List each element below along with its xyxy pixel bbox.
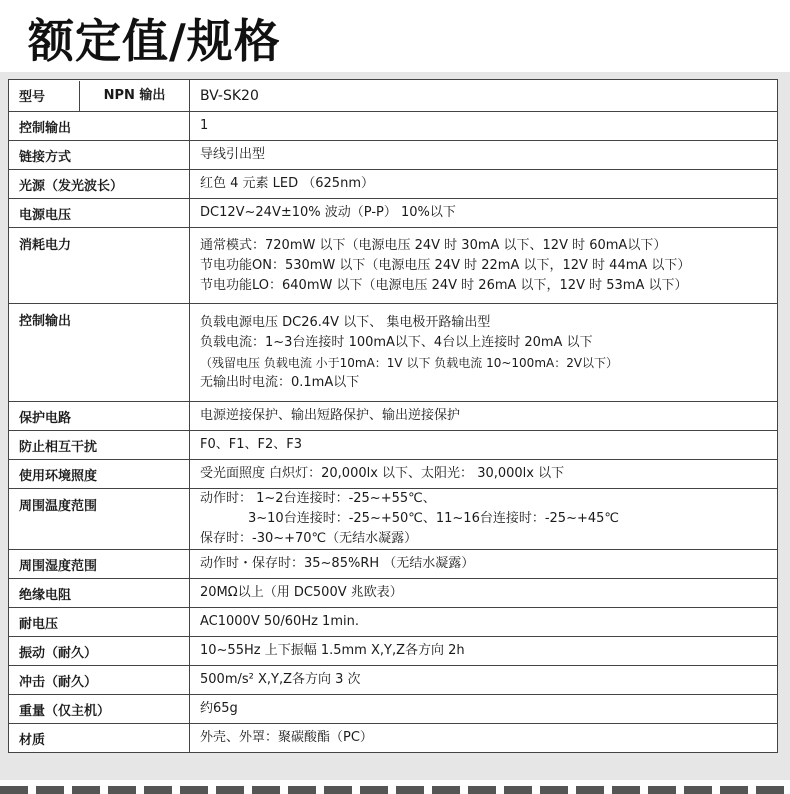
table-row [9, 112, 778, 141]
spec-value [190, 304, 778, 402]
spec-label: 振动（耐久） [9, 637, 190, 666]
table-row [9, 724, 778, 753]
spec-value [190, 112, 778, 141]
spec-value [190, 170, 778, 199]
spec-value [190, 579, 778, 608]
model-label: 型号 [19, 90, 46, 105]
table-row-header [9, 80, 778, 112]
spec-value-line: 动作时： 1~2台连接时：-25~+55℃、 [200, 491, 436, 506]
spec-label: 重量（仅主机） [9, 695, 190, 724]
table-row [9, 608, 778, 637]
spec-value-line: F0、F1、F2、F3 [200, 437, 302, 452]
spec-value [190, 695, 778, 724]
spec-value-line: 负载电流：1~3台连接时 100mA以下、4台以上连接时 20mA 以下 [200, 334, 593, 350]
spec-value-line: 500m/s² X,Y,Z各方向 3 次 [200, 672, 361, 687]
spec-label: 链接方式 [9, 141, 190, 170]
spec-table [8, 79, 778, 753]
spec-value-line: 节电功能ON：530mW 以下（电源电压 24V 时 22mA 以下，12V 时 44mA 以下） [200, 257, 691, 273]
spec-label: 保护电路 [9, 402, 190, 431]
spec-label: 周围湿度范围 [9, 550, 190, 579]
spec-value-line: 节电功能LO：640mW 以下（电源电压 24V 时 26mA 以下，12V 时 53mA 以下） [200, 277, 688, 293]
spec-label: 周围温度范围 [9, 489, 190, 550]
table-row [9, 460, 778, 489]
spec-label: 耐电压 [9, 608, 190, 637]
spec-label: 绝缘电阻 [9, 579, 190, 608]
table-row [9, 141, 778, 170]
table-row [9, 304, 778, 402]
table-row [9, 431, 778, 460]
spec-value [190, 637, 778, 666]
spec-value-line: 1 [200, 118, 209, 133]
table-row [9, 695, 778, 724]
spec-value-line: 受光面照度 白炽灯：20,000lx 以下、太阳光： 30,000lx 以下 [200, 466, 565, 481]
spec-value-line: 10~55Hz 上下振幅 1.5mm X,Y,Z各方向 2h [200, 643, 465, 658]
spec-label: 防止相互干扰 [9, 431, 190, 460]
spec-label: 使用环境照度 [9, 460, 190, 489]
table-row [9, 489, 778, 550]
table-row [9, 170, 778, 199]
spec-value-line: 无输出时电流：0.1mA以下 [200, 374, 360, 390]
spec-value [190, 550, 778, 579]
table-row [9, 637, 778, 666]
spec-value [190, 228, 778, 304]
table-row [9, 199, 778, 228]
table-row [9, 666, 778, 695]
spec-value-line: 外壳、外罩：聚碳酸酯（PC） [200, 730, 373, 745]
bottom-divider [0, 786, 790, 794]
table-row [9, 579, 778, 608]
spec-value-line: 通常模式：720mW 以下（电源电压 24V 时 30mA 以下、12V 时 60mA以下） [200, 237, 667, 253]
spec-label: 材质 [9, 724, 190, 753]
spec-label: 冲击（耐久） [9, 666, 190, 695]
spec-value-line: 电源逆接保护、输出短路保护、输出逆接保护 [200, 408, 461, 423]
spec-value [190, 141, 778, 170]
spec-value [190, 489, 778, 550]
spec-value-line: 红色 4 元素 LED （625nm） [200, 176, 374, 191]
spec-value [190, 724, 778, 753]
spec-value-line: 约65g [200, 701, 238, 716]
spec-value [190, 199, 778, 228]
spec-label: 电源电压 [9, 199, 190, 228]
spec-value-line: （残留电压 负载电流 小于10mA：1V 以下 负载电流 10~100mA：2V以下） [200, 355, 619, 370]
spec-value-line: 导线引出型 [200, 147, 266, 162]
spec-label: 控制输出 [9, 304, 190, 402]
spec-value-line: 负载电源电压 DC26.4V 以下、 集电极开路输出型 [200, 314, 491, 330]
spec-value [190, 666, 778, 695]
table-row [9, 550, 778, 579]
spec-value [190, 460, 778, 489]
spec-value [190, 608, 778, 637]
spec-label: 控制输出 [9, 112, 190, 141]
spec-label: 光源（发光波长） [9, 170, 190, 199]
spec-value-line: 动作时・保存时：35~85%RH （无结水凝露） [200, 556, 475, 571]
spec-value-line: DC12V~24V±10% 波动（P-P） 10%以下 [200, 205, 456, 220]
spec-value-line: 3~10台连接时：-25~+50℃、11~16台连接时：-25~+45℃ [248, 511, 620, 526]
spec-value-line: AC1000V 50/60Hz 1min. [200, 614, 359, 629]
model-value: BV-SK20 [190, 80, 778, 112]
spec-value [190, 431, 778, 460]
page-title: 额定值/规格 [28, 14, 281, 68]
table-row [9, 402, 778, 431]
spec-value-line: 保存时：-30~+70℃（无结水凝露） [200, 531, 418, 546]
spec-value-line: 20MΩ以上（用 DC500V 兆欧表） [200, 585, 403, 600]
spec-label: 消耗电力 [9, 228, 190, 304]
table-row [9, 228, 778, 304]
npn-label: NPN 输出 [79, 81, 189, 111]
spec-value [190, 402, 778, 431]
